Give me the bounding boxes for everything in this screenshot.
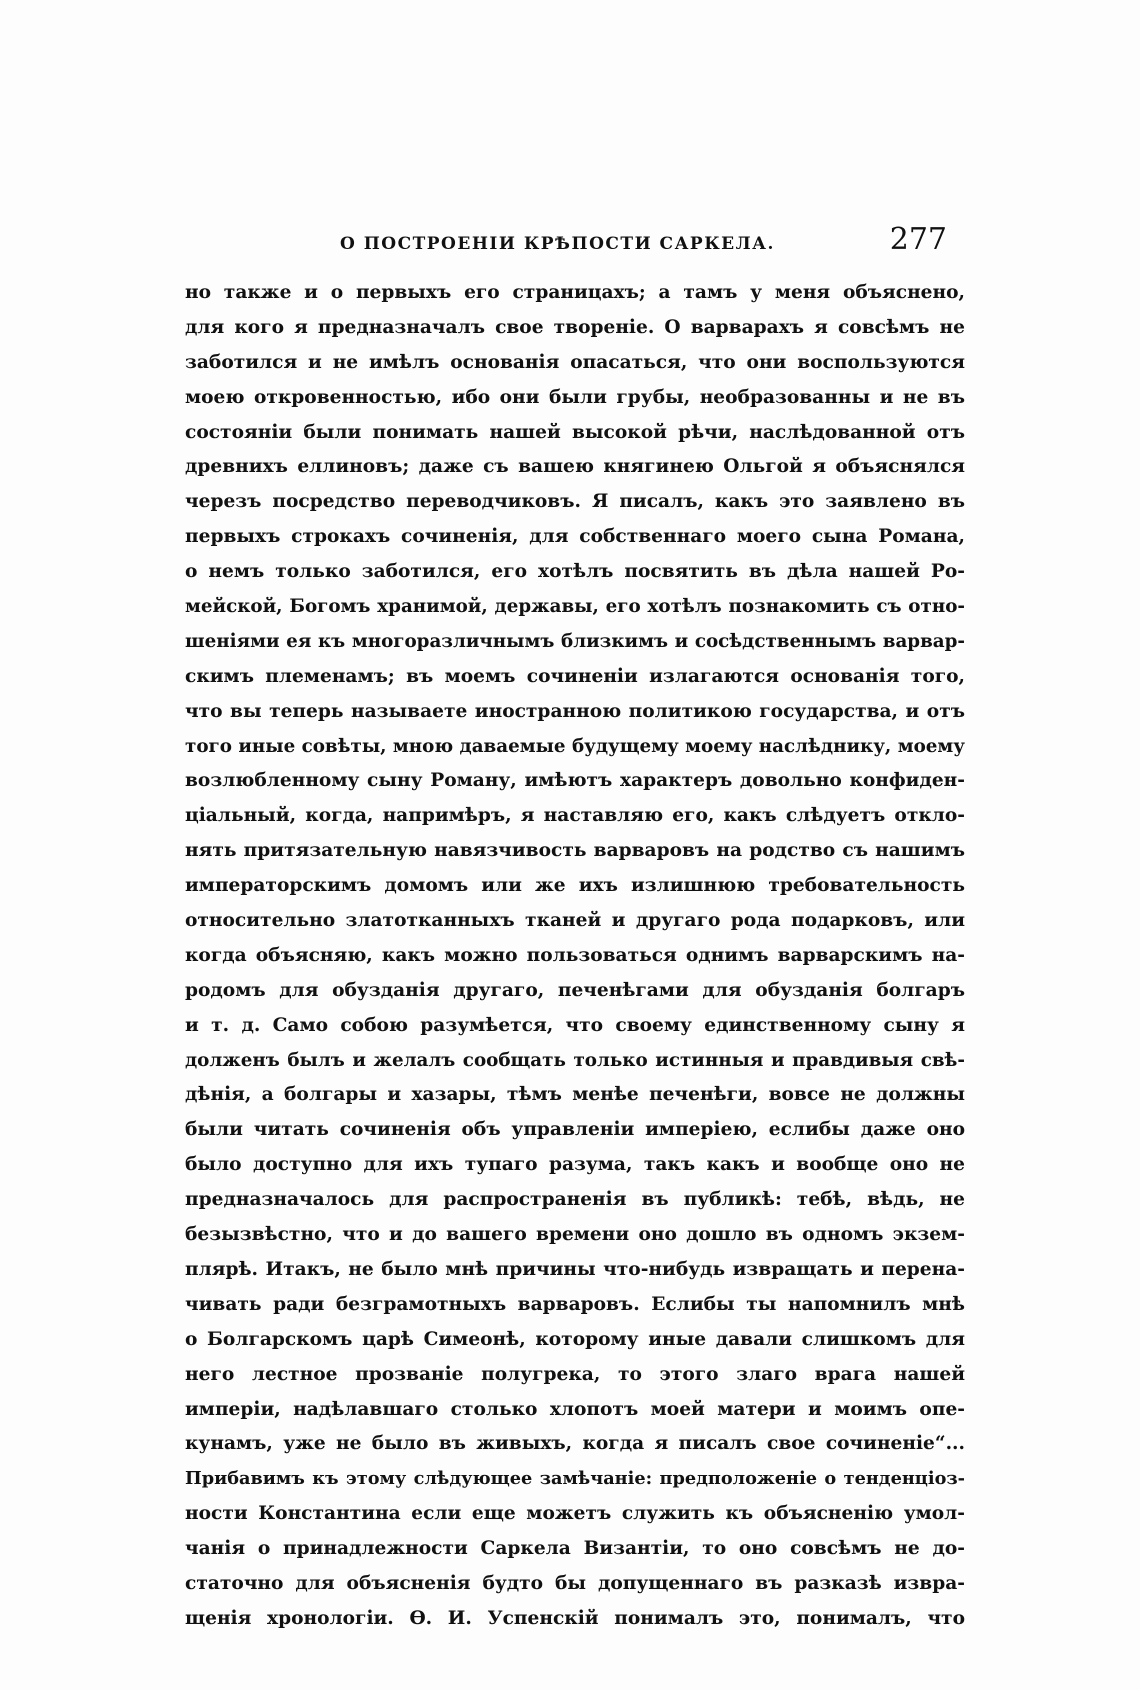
text-line: того иные совѣты, мною даваемые будущему моему наслѣднику, моему: [185, 735, 965, 757]
text-line: чивать ради безграмотныхъ варваровъ. Еслибы ты напомнилъ мнѣ: [185, 1293, 965, 1315]
text-line: относительно златотканныхъ тканей и другаго рода подарковъ, или: [185, 910, 965, 932]
body-text: [185, 276, 965, 1637]
text-line: шеніями ея къ многоразличнымъ близкимъ и сосѣдственнымъ варвар-: [185, 630, 965, 652]
text-line: кунамъ, уже не было въ живыхъ, когда я писалъ свое сочиненіе“...: [185, 1433, 965, 1455]
text-line: древнихъ еллиновъ; даже съ вашею княгинею Ольгой я объяснялся: [185, 456, 965, 478]
text-line: скимъ племенамъ; въ моемъ сочиненіи излагаются основанія того,: [185, 665, 965, 687]
text-line: родомъ для обузданія другаго, печенѣгами для обузданія болгаръ: [185, 979, 965, 1001]
text-line: состояніи были понимать нашей высокой рѣчи, наслѣдованной отъ: [185, 421, 965, 443]
text-line: чанія о принадлежности Саркела Византіи, то оно совсѣмъ не до-: [185, 1538, 965, 1560]
text-line: него лестное прозваніе полугрека, то этого злаго врага нашей: [185, 1363, 965, 1385]
page-number: 277: [889, 222, 947, 257]
text-line: статочно для объясненія будто бы допущеннаго въ разказѣ извра-: [185, 1572, 965, 1594]
text-line: предназначалось для распространенія въ публикѣ: тебѣ, вѣдь, не: [185, 1189, 965, 1211]
text-line: о Болгарскомъ царѣ Симеонѣ, которому иные давали слишкомъ для: [185, 1328, 965, 1350]
text-line: плярѣ. Итакъ, не было мнѣ причины что-нибудь извращать и перена-: [185, 1258, 965, 1280]
text-line: для кого я предназначалъ свое твореніе. О варварахъ я совсѣмъ не: [185, 316, 965, 338]
page-header: [185, 218, 965, 266]
text-line: было доступно для ихъ тупаго разума, такъ какъ и вообще оно не: [185, 1154, 965, 1176]
text-line: мейской, Богомъ хранимой, державы, его хотѣлъ познакомить съ отно-: [185, 596, 965, 618]
text-line: щенія хронологіи. Ѳ. И. Успенскій понималъ это, понималъ, что: [185, 1607, 965, 1629]
text-line: когда объясняю, какъ можно пользоваться однимъ варварскимъ на-: [185, 944, 965, 966]
text-line: о немъ только заботился, его хотѣлъ посвятить въ дѣла нашей Ро-: [185, 561, 965, 583]
running-title: О ПОСТРОЕНІИ КРѢПОСТИ САРКЕЛА.: [340, 234, 775, 254]
text-line: имперіи, надѣлавшаго столько хлопотъ моей матери и моимъ опе-: [185, 1398, 965, 1420]
text-line: императорскимъ домомъ или же ихъ излишнюю требовательность: [185, 875, 965, 897]
text-line: дѣнія, а болгары и хазары, тѣмъ менѣе печенѣги, вовсе не должны: [185, 1084, 965, 1106]
text-line: черезъ посредство переводчиковъ. Я писалъ, какъ это заявлено въ: [185, 491, 965, 513]
text-line: безызвѣстно, что и до вашего времени оно дошло въ одномъ экзем-: [185, 1224, 965, 1246]
text-line: ціальный, когда, напримѣръ, я наставляю его, какъ слѣдуетъ откло-: [185, 805, 965, 827]
text-line: но также и о первыхъ его страницахъ; а тамъ у меня объяснено,: [185, 282, 965, 303]
text-line: были читать сочиненія объ управленіи имперіею, еслибы даже оно: [185, 1119, 965, 1141]
text-line: Прибавимъ къ этому слѣдующее замѣчаніе: предположеніе о тенденціоз-: [185, 1468, 965, 1490]
text-line: нять притязательную навязчивость варваровъ на родство съ нашимъ: [185, 840, 965, 862]
text-line: ности Константина если еще можетъ служить къ объясненію умол-: [185, 1503, 965, 1525]
text-line: и т. д. Само собою разумѣется, что своему единственному сыну я: [185, 1014, 965, 1036]
text-line: долженъ былъ и желалъ сообщать только истинныя и правдивыя свѣ-: [185, 1049, 965, 1071]
text-line: моею откровенностью, ибо они были грубы, необразованны и не въ: [185, 386, 965, 408]
text-line: что вы теперь называете иностранною политикою государства, и отъ: [185, 700, 965, 722]
text-line: возлюбленному сыну Роману, имѣютъ характеръ довольно конфиден-: [185, 770, 965, 792]
text-line: заботился и не имѣлъ основанія опасаться, что они воспользуются: [185, 351, 965, 373]
text-line: первыхъ строкахъ сочиненія, для собственнаго моего сына Романа,: [185, 526, 965, 548]
